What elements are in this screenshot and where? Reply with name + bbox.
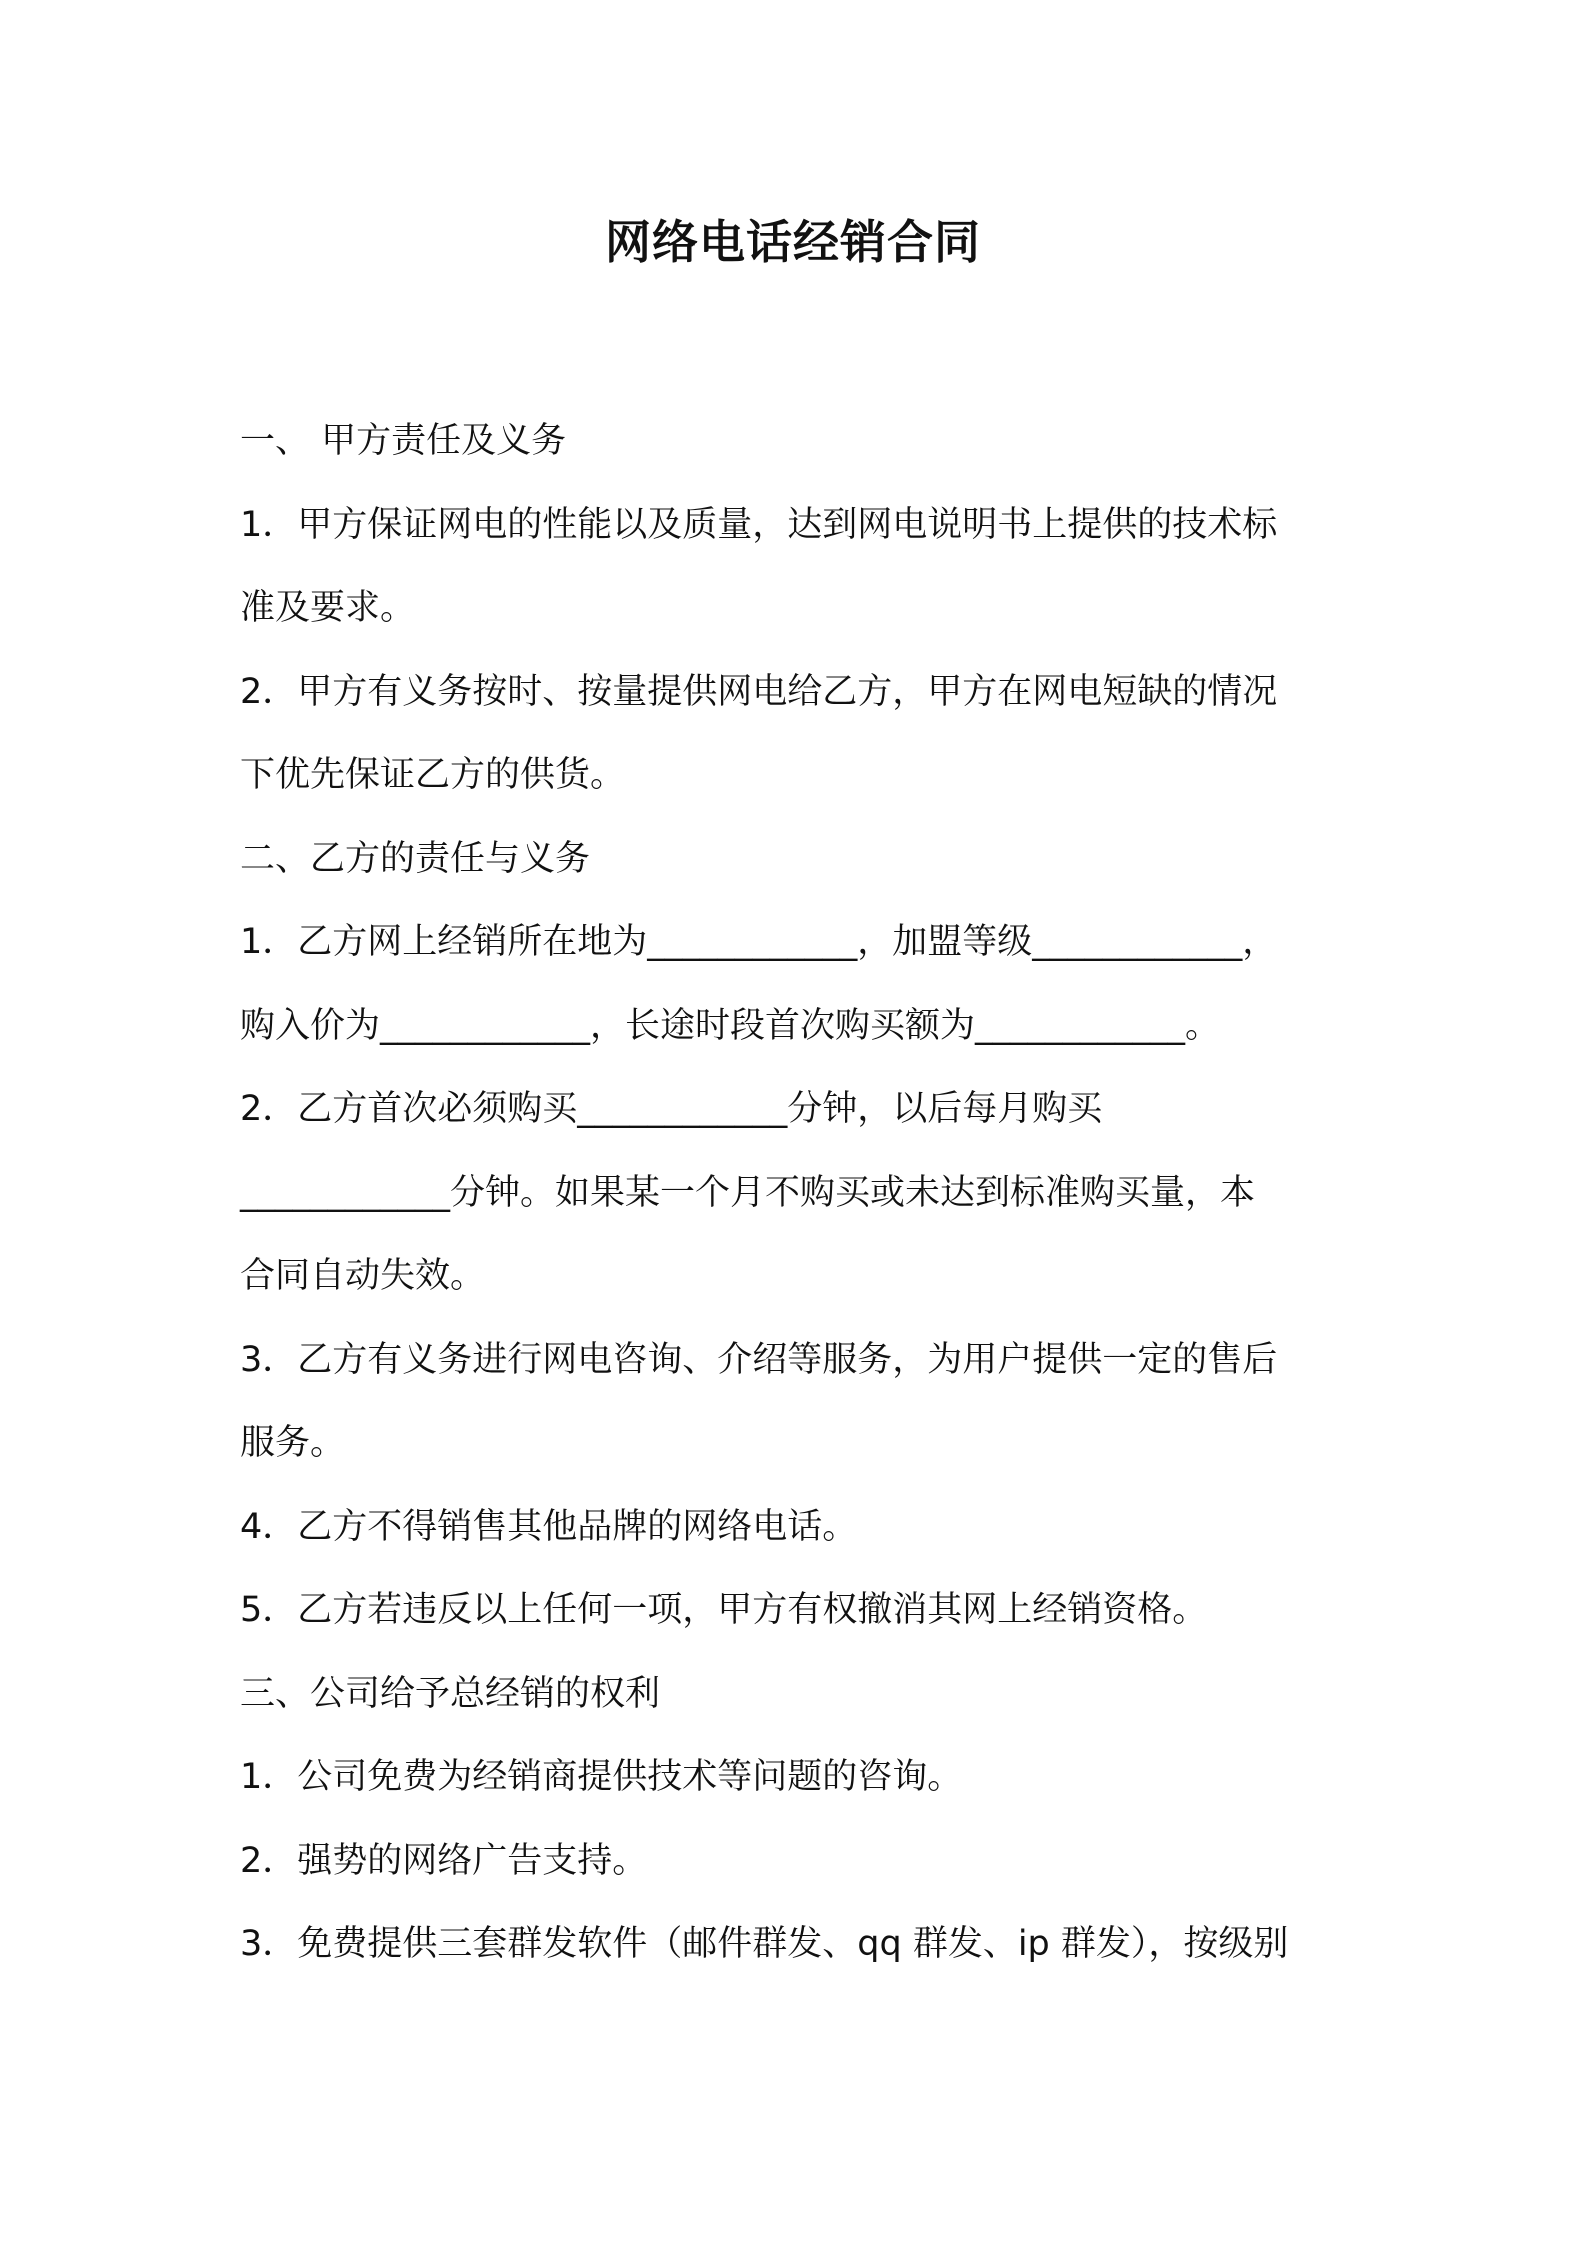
- document-title: 网络电话经销合同: [605, 215, 981, 269]
- paragraph-line: 下优先保证乙方的供货。: [240, 755, 626, 795]
- paragraph-line: 2．乙方首次必须购买____________分钟，以后每月购买: [240, 1089, 1103, 1129]
- paragraph-line: 2．甲方有义务按时、按量提供网电给乙方，甲方在网电短缺的情况: [240, 671, 1278, 712]
- section-heading-1: 一、 甲方责任及义务: [240, 421, 567, 461]
- paragraph-line: 合同自动失效。: [240, 1256, 486, 1296]
- paragraph-line: 1．甲方保证网电的性能以及质量，达到网电说明书上提供的技术标: [240, 504, 1278, 545]
- paragraph-line: 服务。: [240, 1423, 346, 1463]
- paragraph-line: 1．公司免费为经销商提供技术等问题的咨询。: [240, 1757, 963, 1797]
- paragraph-line: 5．乙方若违反以上任何一项，甲方有权撤消其网上经销资格。: [240, 1590, 1208, 1630]
- section-heading-2: 二、乙方的责任与义务: [240, 838, 591, 879]
- paragraph-line: 3．免费提供三套群发软件（邮件群发、qq 群发、ip 群发），按级别: [240, 1924, 1289, 1964]
- paragraph-line: 1．乙方网上经销所在地为____________，加盟等级____________，: [240, 922, 1278, 962]
- paragraph-line: ____________分钟。如果某一个月不购买或未达到标准购买量，本: [240, 1172, 1256, 1213]
- paragraph-line: 3．乙方有义务进行网电咨询、介绍等服务，为用户提供一定的售后: [240, 1339, 1278, 1380]
- paragraph-line: 购入价为____________，长途时段首次购买额为____________。: [240, 1005, 1221, 1046]
- section-heading-3: 三、公司给予总经销的权利: [240, 1673, 661, 1714]
- paragraph-line: 4．乙方不得销售其他品牌的网络电话。: [240, 1506, 858, 1547]
- document-body: [240, 400, 1355, 1987]
- paragraph-line: 准及要求。: [240, 588, 416, 628]
- paragraph-line: 2．强势的网络广告支持。: [240, 1840, 648, 1881]
